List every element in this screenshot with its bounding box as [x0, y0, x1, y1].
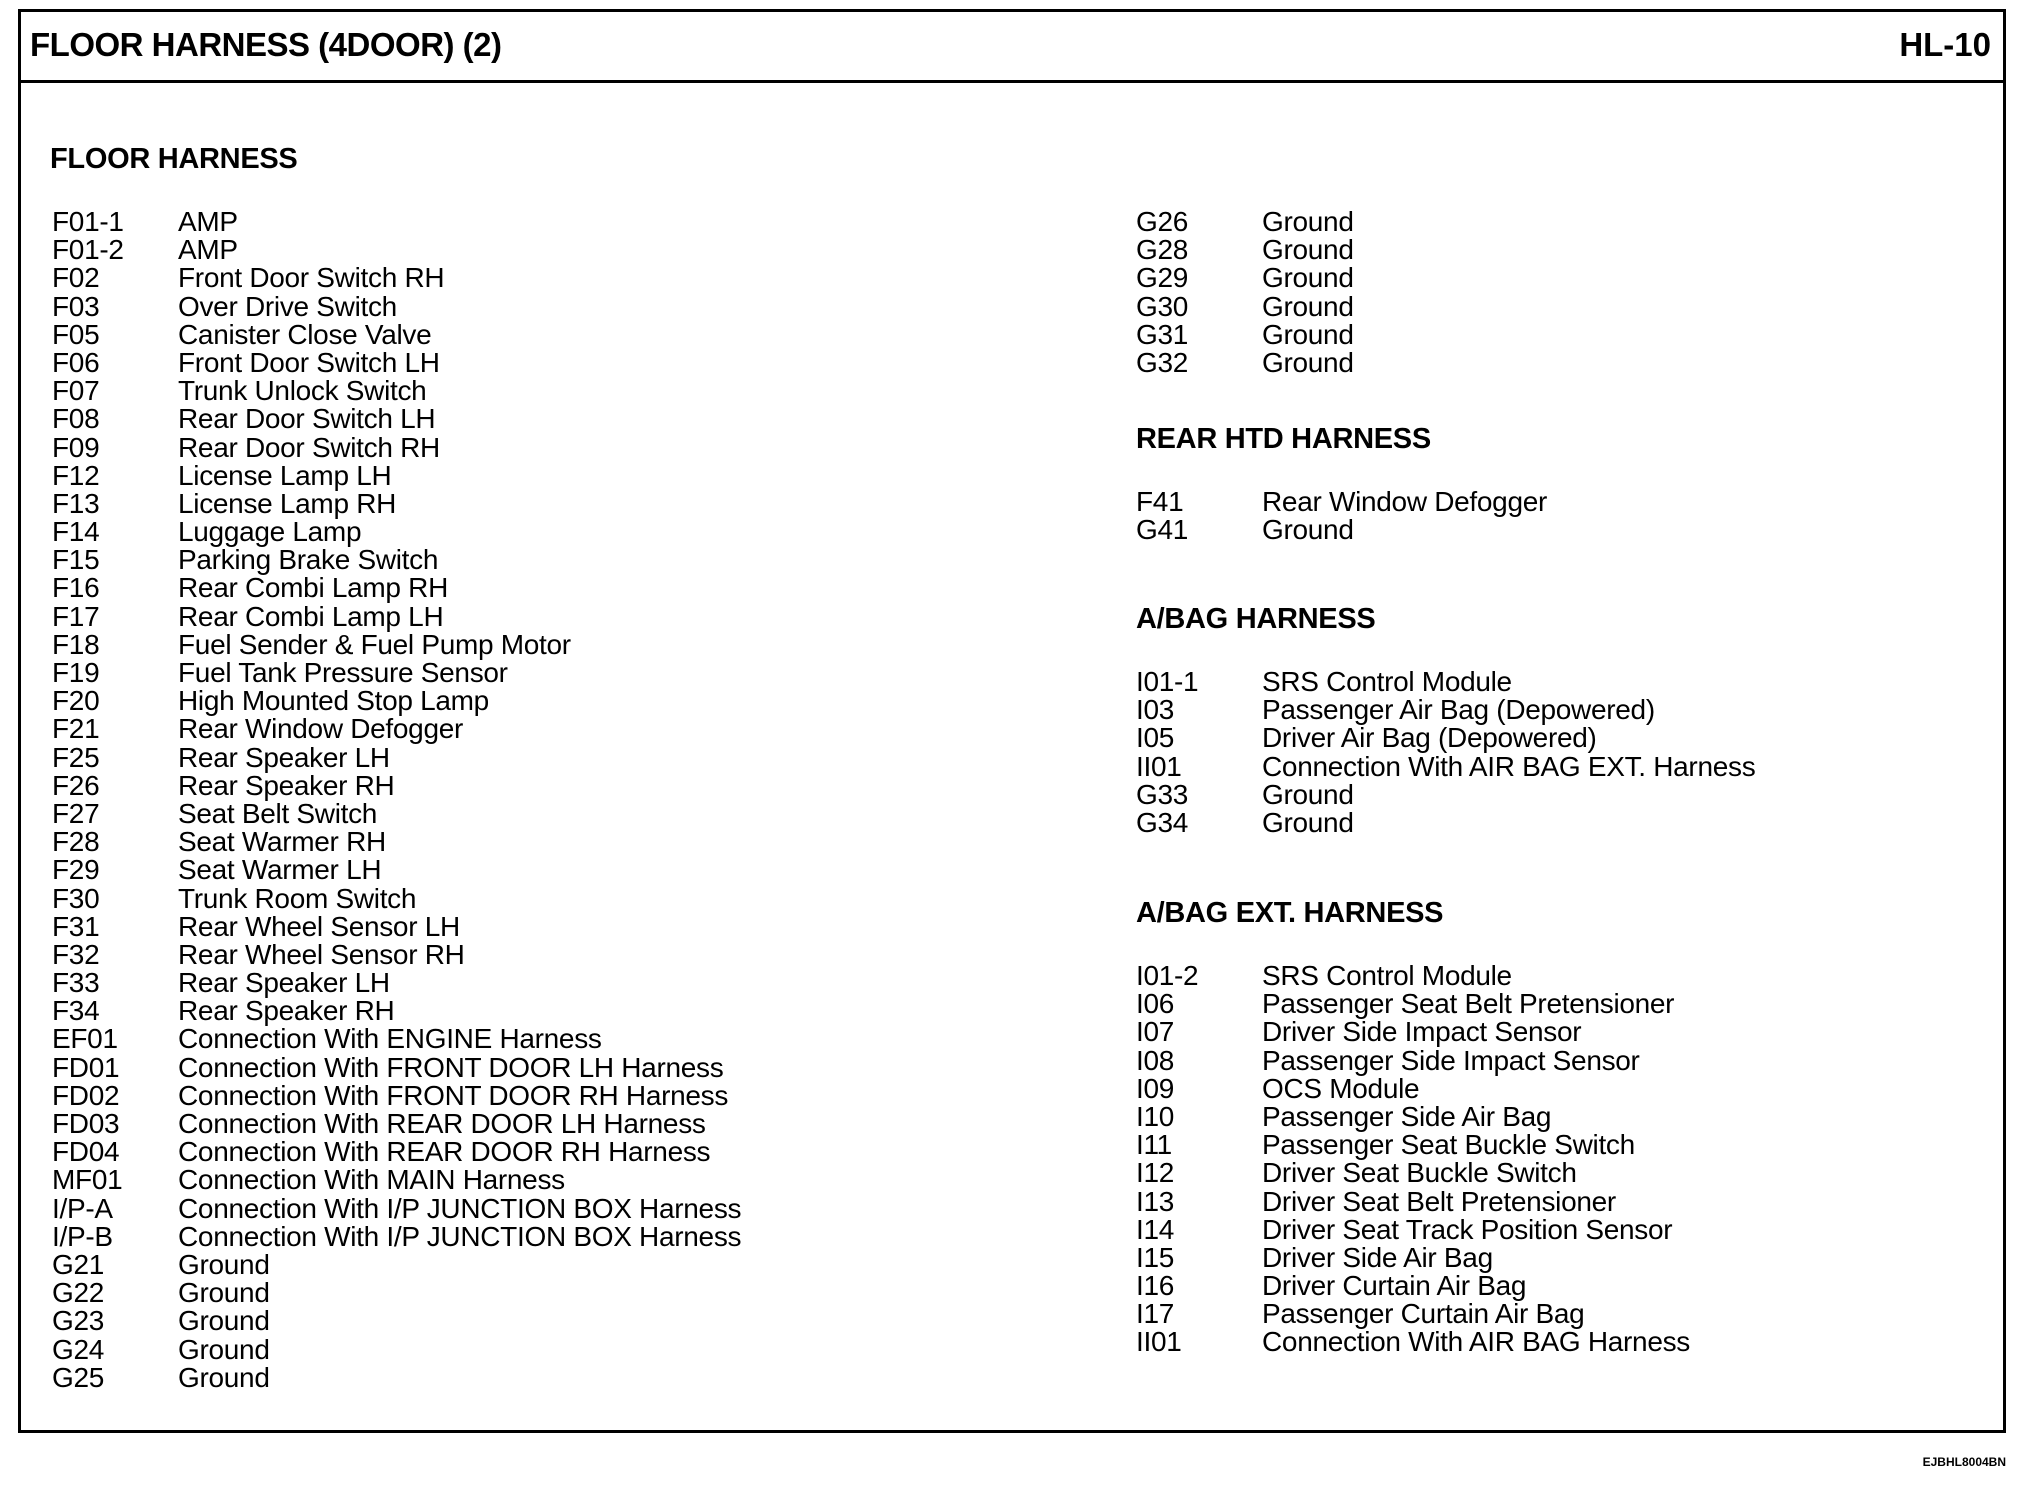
connector-code: F21	[52, 713, 100, 745]
connector-description: Connection With REAR DOOR RH Harness	[178, 1136, 711, 1168]
connector-description: Ground	[1262, 778, 1354, 810]
connector-code: G21	[52, 1248, 105, 1280]
connector-description: Parking Brake Switch	[178, 544, 439, 576]
connector-code: I01-1	[1136, 666, 1199, 697]
connector-code: F14	[52, 516, 100, 548]
connector-description: Driver Side Air Bag	[1262, 1241, 1493, 1273]
connector-code: F17	[52, 600, 100, 632]
connector-code: F02	[52, 262, 100, 294]
connector-description: Ground	[1262, 262, 1354, 294]
connector-description: Ground	[178, 1333, 270, 1365]
connector-code: II01	[1136, 750, 1182, 782]
connector-description: Driver Seat Track Position Sensor	[1262, 1213, 1673, 1245]
connector-description: Ground	[1262, 514, 1354, 546]
connector-description: Rear Wheel Sensor RH	[178, 938, 465, 970]
connector-description: License Lamp RH	[178, 487, 397, 519]
connector-description: Driver Curtain Air Bag	[1262, 1270, 1527, 1302]
connector-description: Canister Close Valve	[178, 318, 432, 350]
connector-code: MF01	[52, 1164, 123, 1196]
connector-description: Rear Combi Lamp RH	[178, 572, 449, 604]
connector-description: Rear Door Switch RH	[178, 431, 440, 463]
connector-code: F41	[1136, 486, 1184, 517]
connector-code: F20	[52, 685, 100, 717]
connector-code: I10	[1136, 1100, 1175, 1132]
connector-description: Rear Door Switch LH	[178, 403, 436, 435]
connector-code: I09	[1136, 1072, 1175, 1104]
connector-code: F16	[52, 572, 100, 604]
connector-code: F33	[52, 967, 100, 999]
connector-code: F19	[52, 657, 100, 688]
connector-description: Ground	[1262, 206, 1354, 237]
connector-code: F05	[52, 318, 100, 350]
connector-code: F28	[52, 826, 100, 858]
connector-code: I/P-B	[52, 1220, 113, 1252]
section-title-abag-ext-harness: A/BAG EXT. HARNESS	[1136, 897, 1444, 929]
connector-description: Connection With I/P JUNCTION BOX Harness	[178, 1220, 742, 1252]
connector-description: Passenger Air Bag (Depowered)	[1262, 694, 1655, 726]
connector-code: G31	[1136, 318, 1189, 350]
connector-code: F13	[52, 487, 100, 519]
page-number: HL-10	[1899, 26, 1991, 63]
connector-code: G26	[1136, 206, 1189, 237]
connector-code: G28	[1136, 234, 1189, 266]
document-code: EJBHL8004BN	[1922, 1455, 2006, 1469]
connector-description: Connection With AIR BAG Harness	[1262, 1326, 1690, 1358]
connector-description: Rear Window Defogger	[1262, 486, 1548, 517]
connector-code: FD02	[52, 1079, 120, 1111]
connector-code: G33	[1136, 778, 1189, 810]
connector-description: Driver Seat Buckle Switch	[1262, 1157, 1577, 1189]
page-title: FLOOR HARNESS (4DOOR) (2)	[30, 26, 502, 63]
connector-code: I05	[1136, 722, 1175, 754]
connector-description: License Lamp LH	[178, 459, 392, 491]
connector-description: Connection With AIR BAG EXT. Harness	[1262, 750, 1756, 782]
connector-code: F18	[52, 628, 100, 660]
connector-code: F15	[52, 544, 100, 576]
connector-code: F25	[52, 741, 100, 773]
connector-code: F29	[52, 854, 100, 886]
connector-description: Front Door Switch LH	[178, 346, 440, 378]
connector-code: G34	[1136, 806, 1189, 838]
connector-code: FD04	[52, 1136, 120, 1168]
connector-description: Passenger Curtain Air Bag	[1262, 1298, 1585, 1330]
connector-code: FD03	[52, 1108, 120, 1139]
connector-code: I01-2	[1136, 960, 1199, 991]
section-title-abag-harness: A/BAG HARNESS	[1136, 603, 1376, 635]
connector-code: F32	[52, 938, 100, 970]
connector-code: G41	[1136, 514, 1189, 546]
connector-code: I12	[1136, 1157, 1175, 1189]
connector-code: F01-1	[52, 206, 124, 237]
connector-code: G24	[52, 1333, 105, 1365]
connector-code: I11	[1136, 1129, 1172, 1161]
connector-code: F34	[52, 995, 100, 1027]
connector-code: F03	[52, 290, 100, 322]
connector-code: G29	[1136, 262, 1189, 294]
connector-description: Rear Wheel Sensor LH	[178, 910, 460, 942]
connector-description: Passenger Side Air Bag	[1262, 1100, 1552, 1132]
connector-description: Driver Side Impact Sensor	[1262, 1016, 1582, 1048]
connector-description: Rear Combi Lamp LH	[178, 600, 444, 632]
connector-description: Rear Speaker LH	[178, 741, 390, 773]
connector-description: Seat Warmer LH	[178, 854, 382, 886]
connector-description: SRS Control Module	[1262, 960, 1512, 991]
connector-description: Connection With MAIN Harness	[178, 1164, 565, 1196]
connector-code: G30	[1136, 290, 1189, 322]
connector-description: Connection With REAR DOOR LH Harness	[178, 1108, 706, 1139]
section-title-floor-harness: FLOOR HARNESS	[50, 143, 298, 175]
connector-code: I15	[1136, 1241, 1175, 1273]
connector-code: I14	[1136, 1213, 1175, 1245]
connector-code: F26	[52, 769, 100, 801]
connector-description: Ground	[1262, 806, 1354, 838]
connector-code: F30	[52, 882, 100, 914]
connector-description: Ground	[1262, 234, 1354, 266]
connector-code: G22	[52, 1277, 105, 1309]
connector-description: Trunk Room Switch	[178, 882, 417, 914]
connector-description: Ground	[178, 1305, 270, 1337]
connector-code: I13	[1136, 1185, 1175, 1217]
connector-description: Passenger Side Impact Sensor	[1262, 1044, 1640, 1076]
connector-code: F01-2	[52, 234, 124, 266]
connector-code: G32	[1136, 346, 1189, 378]
connector-description: Passenger Seat Belt Pretensioner	[1262, 988, 1675, 1020]
connector-description: Ground	[1262, 346, 1354, 378]
connector-description: Rear Window Defogger	[178, 713, 464, 745]
connector-code: I17	[1136, 1298, 1175, 1330]
connector-code: G25	[52, 1361, 105, 1393]
connector-code: I06	[1136, 988, 1175, 1020]
header-bar	[21, 12, 2003, 83]
connector-description: Ground	[1262, 290, 1354, 322]
connector-description: Ground	[178, 1248, 270, 1280]
connector-description: Connection With FRONT DOOR LH Harness	[178, 1051, 724, 1083]
connector-description: Driver Seat Belt Pretensioner	[1262, 1185, 1616, 1217]
connector-description: High Mounted Stop Lamp	[178, 685, 489, 717]
connector-description: Connection With I/P JUNCTION BOX Harness	[178, 1192, 742, 1224]
connector-description: Rear Speaker RH	[178, 769, 395, 801]
connector-description: Over Drive Switch	[178, 290, 397, 322]
connector-code: G23	[52, 1305, 105, 1337]
connector-description: Seat Belt Switch	[178, 797, 378, 829]
connector-description: Ground	[178, 1361, 270, 1393]
connector-code: F06	[52, 346, 100, 378]
connector-description: Ground	[1262, 318, 1354, 350]
connector-code: II01	[1136, 1326, 1182, 1358]
connector-description: SRS Control Module	[1262, 666, 1512, 697]
connector-description: Luggage Lamp	[178, 516, 362, 548]
section-title-rear-htd-harness: REAR HTD HARNESS	[1136, 423, 1431, 455]
connector-description: Trunk Unlock Switch	[178, 375, 427, 407]
connector-code: F31	[52, 910, 100, 942]
connector-description: Passenger Seat Buckle Switch	[1262, 1129, 1635, 1161]
connector-description: Fuel Sender & Fuel Pump Motor	[178, 628, 571, 660]
connector-code: F08	[52, 403, 100, 435]
connector-description: Ground	[178, 1277, 270, 1309]
connector-description: OCS Module	[1262, 1072, 1420, 1104]
connector-code: FD01	[52, 1051, 120, 1083]
connector-code: I/P-A	[52, 1192, 113, 1224]
connector-description: Connection With ENGINE Harness	[178, 1023, 602, 1055]
connector-description: AMP	[178, 206, 238, 237]
connector-code: I08	[1136, 1044, 1175, 1076]
connector-code: F12	[52, 459, 100, 491]
connector-description: Seat Warmer RH	[178, 826, 386, 858]
connector-code: F07	[52, 375, 100, 407]
connector-description: Driver Air Bag (Depowered)	[1262, 722, 1597, 754]
connector-description: Rear Speaker LH	[178, 967, 390, 999]
connector-code: I03	[1136, 694, 1175, 726]
connector-code: I07	[1136, 1016, 1175, 1048]
connector-description: AMP	[178, 234, 238, 266]
connector-code: EF01	[52, 1023, 118, 1055]
connector-code: F09	[52, 431, 100, 463]
connector-description: Front Door Switch RH	[178, 262, 445, 294]
connector-code: F27	[52, 797, 100, 829]
connector-description: Rear Speaker RH	[178, 995, 395, 1027]
connector-description: Connection With FRONT DOOR RH Harness	[178, 1079, 729, 1111]
connector-code: I16	[1136, 1270, 1175, 1302]
connector-description: Fuel Tank Pressure Sensor	[178, 657, 508, 688]
